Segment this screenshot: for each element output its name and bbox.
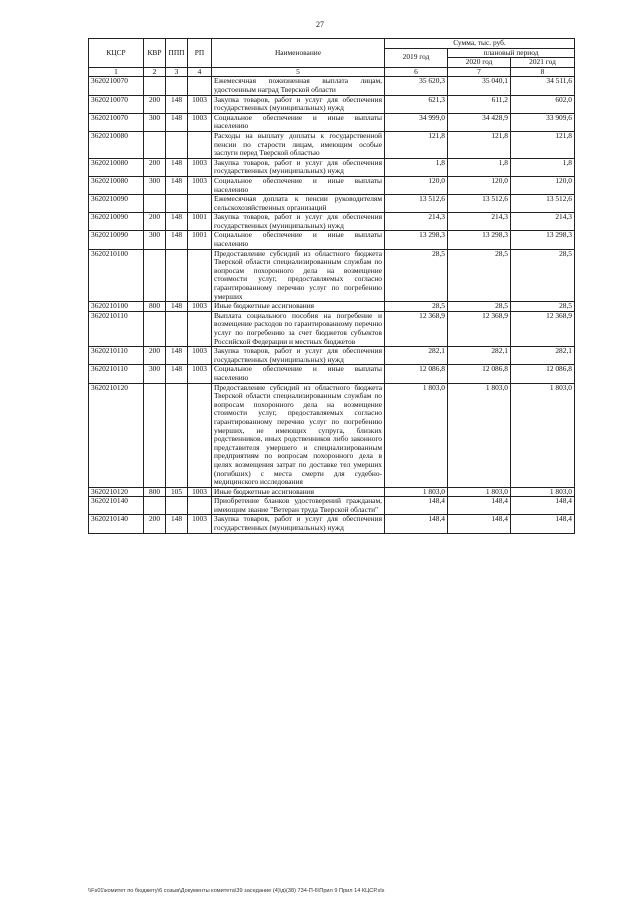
cell-2021: 13 512,6 <box>511 195 575 213</box>
header-2021: 2021 год <box>511 58 575 68</box>
cell-2019: 121,8 <box>385 131 448 158</box>
table-row <box>89 487 575 497</box>
cell-2020: 120,0 <box>448 176 511 194</box>
cell-ppp: 148 <box>166 365 188 383</box>
col-number: 2 <box>144 67 166 77</box>
cell-name: Приобретение бланков удостоверений гражданам, имеющим звание "Ветеран труда Тверской области" <box>212 497 385 515</box>
cell-2021: 13 298,3 <box>511 231 575 249</box>
table-row <box>89 347 575 365</box>
cell-kvr: 200 <box>144 347 166 365</box>
cell-2021: 28,5 <box>511 302 575 312</box>
table-row <box>89 249 575 302</box>
table-row <box>89 311 575 346</box>
cell-rp <box>188 195 212 213</box>
cell-ppp: 105 <box>166 487 188 497</box>
cell-2021: 12 368,9 <box>511 311 575 346</box>
col-number: 4 <box>188 67 212 77</box>
table-row <box>89 195 575 213</box>
table-row <box>89 176 575 194</box>
cell-2020: 611,2 <box>448 95 511 113</box>
cell-kcsr: 3620210100 <box>89 249 144 302</box>
cell-2020: 12 086,8 <box>448 365 511 383</box>
cell-kcsr: 3620210080 <box>89 176 144 194</box>
cell-2020: 13 298,3 <box>448 231 511 249</box>
cell-ppp <box>166 497 188 515</box>
cell-2021: 214,3 <box>511 213 575 231</box>
cell-2020: 35 040,1 <box>448 77 511 95</box>
cell-rp: 1001 <box>188 213 212 231</box>
cell-2019: 621,3 <box>385 95 448 113</box>
cell-kvr: 300 <box>144 176 166 194</box>
cell-2020: 1 803,0 <box>448 487 511 497</box>
cell-kvr: 300 <box>144 113 166 131</box>
header-2020: 2020 год <box>448 58 511 68</box>
cell-2021: 602,0 <box>511 95 575 113</box>
cell-ppp: 148 <box>166 231 188 249</box>
col-number: 6 <box>385 67 448 77</box>
cell-ppp: 148 <box>166 302 188 312</box>
cell-2020: 148,4 <box>448 515 511 533</box>
cell-ppp <box>166 195 188 213</box>
cell-ppp: 148 <box>166 347 188 365</box>
cell-rp: 1003 <box>188 158 212 176</box>
cell-kvr <box>144 249 166 302</box>
col-number: 3 <box>166 67 188 77</box>
table-row <box>89 365 575 383</box>
cell-kcsr: 3620210080 <box>89 158 144 176</box>
cell-rp: 1003 <box>188 176 212 194</box>
cell-name: Предоставление субсидий из областного бюджета Тверской области специализированным службам по вопросам похоронного дела на возмещение стоимости услуг, предоставляемых согласно гарантированному перечню услуг по погребению умерших, не имеющих супруга, близких родственников, иных родственников либо законного представителя умершего и специализированным предприятиям по вопросам похоронного дела в целях возмещения затрат по доставке тел умерших (погибших) с места смерти для судебно-медицинского исследования <box>212 383 385 487</box>
cell-2021: 33 909,6 <box>511 113 575 131</box>
cell-2019: 1 803,0 <box>385 487 448 497</box>
cell-2020: 214,3 <box>448 213 511 231</box>
cell-kcsr: 3620210110 <box>89 347 144 365</box>
cell-rp <box>188 77 212 95</box>
cell-kcsr: 3620210090 <box>89 231 144 249</box>
cell-rp: 1001 <box>188 231 212 249</box>
cell-2020: 28,5 <box>448 302 511 312</box>
cell-ppp: 148 <box>166 158 188 176</box>
cell-kvr: 200 <box>144 95 166 113</box>
cell-name: Социальное обеспечение и иные выплаты населению <box>212 365 385 383</box>
cell-2019: 1,8 <box>385 158 448 176</box>
cell-kvr: 800 <box>144 487 166 497</box>
cell-rp: 1003 <box>188 365 212 383</box>
col-number: 7 <box>448 67 511 77</box>
cell-2021: 1 803,0 <box>511 487 575 497</box>
cell-kcsr: 3620210140 <box>89 497 144 515</box>
cell-2020: 121,8 <box>448 131 511 158</box>
table-row <box>89 213 575 231</box>
header-kvr: КВР <box>144 39 166 68</box>
cell-2019: 214,3 <box>385 213 448 231</box>
cell-kvr <box>144 131 166 158</box>
header-sum: Сумма, тыс. руб. <box>385 39 575 49</box>
cell-2021: 148,4 <box>511 497 575 515</box>
file-path-footer: \\Fs01\комитет по бюджету\6 созыв\Документы комитета\39 заседание (4)\д\(38) 734-П-6\Прил 9 Прил 14 КЦСР.xls <box>88 888 385 894</box>
col-number: 5 <box>212 67 385 77</box>
cell-2020: 1,8 <box>448 158 511 176</box>
cell-ppp <box>166 249 188 302</box>
cell-rp <box>188 311 212 346</box>
table-row <box>89 131 575 158</box>
cell-name: Ежемесячная доплата к пенсии руководителям сельскохозяйственных организаций <box>212 195 385 213</box>
cell-kcsr: 3620210110 <box>89 365 144 383</box>
cell-kcsr: 3620210110 <box>89 311 144 346</box>
table-row <box>89 158 575 176</box>
cell-ppp: 148 <box>166 213 188 231</box>
cell-ppp: 148 <box>166 95 188 113</box>
cell-kcsr: 3620210070 <box>89 113 144 131</box>
cell-kvr: 200 <box>144 213 166 231</box>
cell-2020: 1 803,0 <box>448 383 511 487</box>
cell-rp <box>188 131 212 158</box>
cell-2019: 148,4 <box>385 515 448 533</box>
cell-ppp <box>166 383 188 487</box>
header-ppp: ППП <box>166 39 188 68</box>
cell-2020: 28,5 <box>448 249 511 302</box>
cell-kvr: 300 <box>144 231 166 249</box>
cell-name: Социальное обеспечение и иные выплаты населению <box>212 113 385 131</box>
cell-2020: 13 512,6 <box>448 195 511 213</box>
cell-ppp: 148 <box>166 113 188 131</box>
cell-rp: 1003 <box>188 515 212 533</box>
table-row <box>89 231 575 249</box>
cell-rp: 1003 <box>188 487 212 497</box>
cell-kcsr: 3620210140 <box>89 515 144 533</box>
cell-kcsr: 3620210120 <box>89 383 144 487</box>
header-plan-period: плановый период <box>448 48 575 58</box>
header-name: Наименование <box>212 39 385 68</box>
cell-name: Выплата социального пособия на погребение и возмещение расходов по гарантированному перечню услуг по погребению за счет бюджетов субъектов Российской Федерации и местных бюджетов <box>212 311 385 346</box>
cell-2021: 282,1 <box>511 347 575 365</box>
cell-ppp <box>166 131 188 158</box>
cell-rp: 1003 <box>188 113 212 131</box>
page-number: 27 <box>316 20 324 29</box>
cell-kvr <box>144 311 166 346</box>
cell-2019: 12 368,9 <box>385 311 448 346</box>
table-row <box>89 113 575 131</box>
cell-2021: 1,8 <box>511 158 575 176</box>
cell-kcsr: 3620210090 <box>89 195 144 213</box>
cell-kcsr: 3620210120 <box>89 487 144 497</box>
cell-kvr: 200 <box>144 158 166 176</box>
cell-name: Иные бюджетные ассигнования <box>212 487 385 497</box>
cell-name: Закупка товаров, работ и услуг для обеспечения государственных (муниципальных) нужд <box>212 347 385 365</box>
cell-name: Закупка товаров, работ и услуг для обеспечения государственных (муниципальных) нужд <box>212 213 385 231</box>
col-number: 1 <box>89 67 144 77</box>
cell-rp: 1003 <box>188 302 212 312</box>
cell-kvr <box>144 497 166 515</box>
cell-2019: 13 512,6 <box>385 195 448 213</box>
cell-kcsr: 3620210080 <box>89 131 144 158</box>
cell-2021: 120,0 <box>511 176 575 194</box>
cell-2019: 28,5 <box>385 302 448 312</box>
table-row <box>89 497 575 515</box>
cell-name: Закупка товаров, работ и услуг для обеспечения государственных (муниципальных) нужд <box>212 515 385 533</box>
cell-name: Закупка товаров, работ и услуг для обеспечения государственных (муниципальных) нужд <box>212 158 385 176</box>
cell-2019: 12 086,8 <box>385 365 448 383</box>
cell-2021: 1 803,0 <box>511 383 575 487</box>
table-row <box>89 302 575 312</box>
cell-ppp <box>166 77 188 95</box>
cell-ppp <box>166 311 188 346</box>
cell-name: Предоставление субсидий из областного бюджета Тверской области специализированным службам по вопросам похоронного дела на возмещение стоимости услуг, предоставляемых согласно гарантированному перечню услуг по погребению умерших <box>212 249 385 302</box>
cell-kvr <box>144 195 166 213</box>
header-kcsr: КЦСР <box>89 39 144 68</box>
cell-2021: 28,5 <box>511 249 575 302</box>
cell-rp: 1003 <box>188 95 212 113</box>
cell-2020: 282,1 <box>448 347 511 365</box>
cell-2019: 120,0 <box>385 176 448 194</box>
cell-kvr: 800 <box>144 302 166 312</box>
cell-ppp: 148 <box>166 176 188 194</box>
cell-name: Социальное обеспечение и иные выплаты населению <box>212 176 385 194</box>
cell-2019: 282,1 <box>385 347 448 365</box>
cell-2021: 148,4 <box>511 515 575 533</box>
cell-name: Закупка товаров, работ и услуг для обеспечения государственных (муниципальных) нужд <box>212 95 385 113</box>
cell-kcsr: 3620210070 <box>89 77 144 95</box>
cell-2019: 148,4 <box>385 497 448 515</box>
cell-name: Социальное обеспечение и иные выплаты населению <box>212 231 385 249</box>
table-row <box>89 515 575 533</box>
cell-2020: 12 368,9 <box>448 311 511 346</box>
cell-kvr: 200 <box>144 515 166 533</box>
cell-kcsr: 3620210100 <box>89 302 144 312</box>
budget-table <box>88 38 575 534</box>
cell-name: Ежемесячная пожизненная выплата лицам, удостоенным наград Тверской области <box>212 77 385 95</box>
table-row <box>89 95 575 113</box>
table-row <box>89 383 575 487</box>
cell-2019: 1 803,0 <box>385 383 448 487</box>
cell-kvr <box>144 77 166 95</box>
cell-kcsr: 3620210070 <box>89 95 144 113</box>
cell-kvr: 300 <box>144 365 166 383</box>
table-row <box>89 77 575 95</box>
cell-2021: 12 086,8 <box>511 365 575 383</box>
cell-2020: 148,4 <box>448 497 511 515</box>
cell-rp: 1003 <box>188 347 212 365</box>
cell-name: Иные бюджетные ассигнования <box>212 302 385 312</box>
cell-rp <box>188 497 212 515</box>
cell-2021: 34 511,6 <box>511 77 575 95</box>
col-number: 8 <box>511 67 575 77</box>
cell-kvr <box>144 383 166 487</box>
cell-name: Расходы на выплату доплаты к государственной пенсии по старости лицам, имеющим особые заслуги перед Тверской областью <box>212 131 385 158</box>
header-2019: 2019 год <box>385 48 448 67</box>
cell-2019: 35 620,3 <box>385 77 448 95</box>
cell-rp <box>188 383 212 487</box>
cell-kcsr: 3620210090 <box>89 213 144 231</box>
cell-2019: 34 999,0 <box>385 113 448 131</box>
cell-2021: 121,8 <box>511 131 575 158</box>
cell-2019: 13 298,3 <box>385 231 448 249</box>
cell-2020: 34 428,9 <box>448 113 511 131</box>
cell-ppp: 148 <box>166 515 188 533</box>
cell-rp <box>188 249 212 302</box>
header-rp: РП <box>188 39 212 68</box>
cell-2019: 28,5 <box>385 249 448 302</box>
